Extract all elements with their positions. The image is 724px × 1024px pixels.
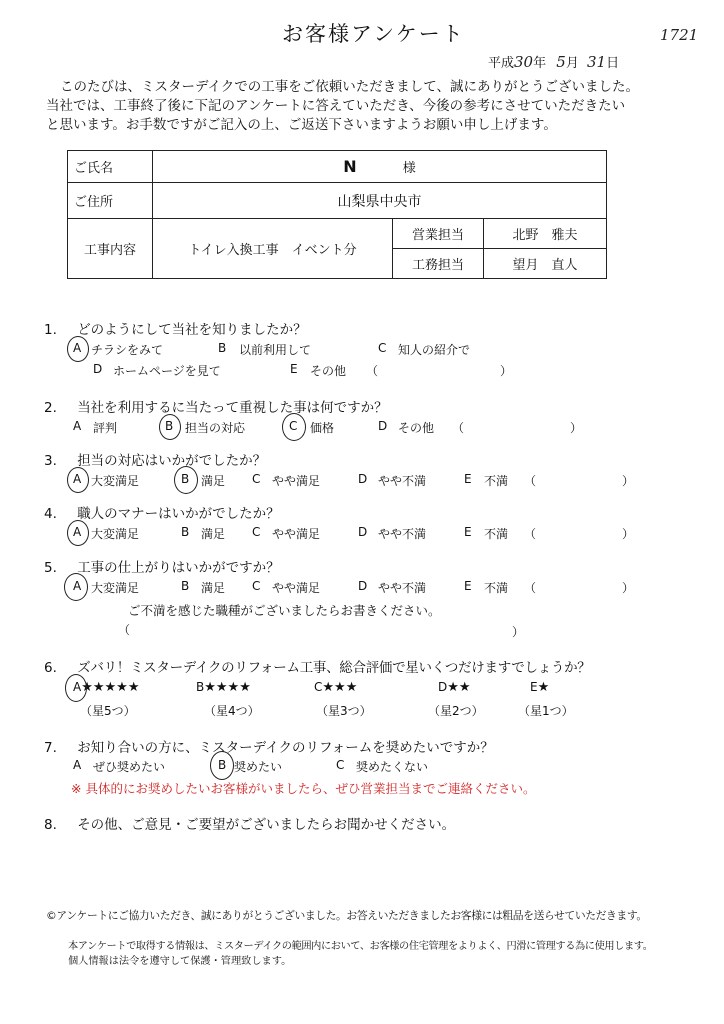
option-label: 価格 xyxy=(310,421,335,435)
option-letter: C xyxy=(289,419,298,433)
option-label: やや不満 xyxy=(378,581,427,595)
option-label: チラシをみて xyxy=(91,343,164,357)
option-label: やや満足 xyxy=(272,527,321,541)
option-letter: D xyxy=(358,472,368,486)
question-text: お知り合いの方に、ミスターデイクのリフォームを奨めたいですか？ xyxy=(77,740,494,756)
paren-close: ） xyxy=(622,474,635,488)
paren-close: ） xyxy=(622,527,635,541)
rating-caption: （星2つ） xyxy=(428,704,484,718)
paren-open: （ xyxy=(118,623,131,637)
date-day: 31 xyxy=(586,53,607,71)
option-letter: B xyxy=(218,341,227,355)
question-3 xyxy=(44,449,266,469)
intro-line: このたびは、ミスターデイクでの工事をご依頼いただきまして、誠にありがとうございました。 xyxy=(60,79,640,95)
option-letter: D xyxy=(358,525,368,539)
paren-close: ） xyxy=(622,581,635,595)
option-letter: D xyxy=(93,362,103,376)
date-line xyxy=(488,52,619,71)
option-letter: C xyxy=(336,758,345,772)
option-letter: A xyxy=(73,758,82,772)
option-letter: C xyxy=(252,579,261,593)
question-text: 担当の対応はいかがでしたか？ xyxy=(77,453,267,469)
paren-close: ） xyxy=(570,421,583,435)
address-value: 山梨県中央市 xyxy=(153,183,607,219)
paren-open: （ xyxy=(452,421,465,435)
option-letter: D xyxy=(378,419,388,433)
question-number: 3. xyxy=(44,453,57,469)
option-letter: A xyxy=(73,341,82,355)
selection-circle xyxy=(67,336,89,362)
option-label: ぜひ奨めたい xyxy=(93,760,166,774)
name-value: N xyxy=(343,157,357,176)
rating-letter: A xyxy=(73,680,82,694)
option-label: 大変満足 xyxy=(91,581,140,595)
work-value: トイレ入換工事 イベント分 xyxy=(153,219,393,279)
selection-circle xyxy=(65,674,87,702)
star-icon: ★★★★★ xyxy=(81,680,140,695)
paren-close: ） xyxy=(512,625,525,639)
selection-circle xyxy=(210,751,234,780)
paren-open: （ xyxy=(366,364,379,378)
selection-circle xyxy=(67,467,89,493)
q7-note: ※ 具体的にお奨めしたいお客様がいましたら、ぜひ営業担当までご連絡ください。 xyxy=(71,781,536,796)
option-letter: A xyxy=(73,579,82,593)
option-label: 担当の対応 xyxy=(185,421,246,435)
sales-value: 北野 雅夫 xyxy=(484,219,607,249)
option-label: その他 xyxy=(310,364,347,378)
star-icon: ★ xyxy=(537,680,550,695)
option-label: その他 xyxy=(398,421,435,435)
name-label: ご氏名 xyxy=(68,151,153,183)
rating-caption: （星1つ） xyxy=(518,704,574,718)
option-label: 以前利用して xyxy=(239,343,312,357)
selection-circle xyxy=(159,414,181,440)
option-letter: E xyxy=(290,362,298,376)
customer-info-table xyxy=(67,150,607,279)
option-label: やや満足 xyxy=(272,474,321,488)
question-6 xyxy=(44,656,591,676)
selection-circle xyxy=(282,413,306,441)
work-label: 工事内容 xyxy=(68,219,153,279)
rating-letter: E xyxy=(530,680,538,694)
option-label: 奨めたい xyxy=(234,760,283,774)
option-label: やや満足 xyxy=(272,581,321,595)
rating-letter: C xyxy=(314,680,323,694)
question-text: 工事の仕上がりはいかがですか？ xyxy=(77,560,280,576)
intro-line: と思います。お手数ですがご記入の上、ご返送下さいますようお願い申し上げます。 xyxy=(46,117,557,133)
option-label: 大変満足 xyxy=(91,474,140,488)
footer-thanks: ©アンケートにご協力いただき、誠にありがとうございました。お答えいただきましたお客様には粗品を送らせていただきます。 xyxy=(46,909,647,922)
date-year: 30 xyxy=(514,53,534,71)
option-letter: B xyxy=(218,758,227,772)
option-letter: E xyxy=(464,525,472,539)
option-label: 大変満足 xyxy=(91,527,140,541)
selection-circle xyxy=(67,520,89,546)
option-label: 不満 xyxy=(484,581,509,595)
question-8 xyxy=(44,813,455,833)
date-day-unit: 日 xyxy=(606,56,620,71)
question-number: 5. xyxy=(44,560,57,576)
option-letter: B xyxy=(181,579,190,593)
rating-caption: （星4つ） xyxy=(204,704,260,718)
construction-value: 望月 直人 xyxy=(484,249,607,279)
option-letter: B xyxy=(181,472,190,486)
option-label: 知人の紹介で xyxy=(398,343,471,357)
rating-caption: （星5つ） xyxy=(80,704,136,718)
sales-label: 営業担当 xyxy=(393,219,484,249)
question-number: 4. xyxy=(44,506,57,522)
paren-open: （ xyxy=(524,474,537,488)
q5-extra-text: ご不満を感じた職種がございましたらお書きください。 xyxy=(128,603,441,618)
option-letter: A xyxy=(73,472,82,486)
question-number: 8. xyxy=(44,817,57,833)
option-label: 評判 xyxy=(93,421,118,435)
paren-close: ） xyxy=(500,364,513,378)
option-label: やや不満 xyxy=(378,527,427,541)
option-label: ホームページを見て xyxy=(113,364,221,378)
question-text: その他、ご意見・ご要望がございましたらお聞かせください。 xyxy=(77,817,456,833)
rating-d xyxy=(438,680,471,695)
option-label: 不満 xyxy=(484,527,509,541)
option-letter: E xyxy=(464,472,472,486)
name-cell xyxy=(153,151,607,183)
question-1 xyxy=(44,318,307,338)
option-letter: C xyxy=(252,472,261,486)
paren-open: （ xyxy=(524,527,537,541)
option-letter: A xyxy=(73,419,82,433)
date-year-unit: 年 xyxy=(533,56,547,71)
rating-b xyxy=(196,680,251,695)
selection-circle xyxy=(174,466,198,494)
option-label: 満足 xyxy=(201,474,226,488)
intro-text xyxy=(46,78,639,135)
option-letter: C xyxy=(378,341,387,355)
rating-letter: D xyxy=(438,680,448,694)
option-label: 奨めたくない xyxy=(356,760,429,774)
option-letter: B xyxy=(181,525,190,539)
star-icon: ★★★ xyxy=(322,680,358,695)
option-letter: A xyxy=(73,525,82,539)
date-era: 平成 xyxy=(488,56,515,71)
rating-e xyxy=(530,680,549,695)
question-7 xyxy=(44,736,494,756)
question-text: 職人のマナーはいかがでしたか？ xyxy=(77,506,280,522)
question-4 xyxy=(44,502,280,522)
question-number: 1. xyxy=(44,322,57,338)
address-label: ご住所 xyxy=(68,183,153,219)
question-text: どのようにして当社を知りましたか？ xyxy=(77,322,307,338)
date-month: 5 xyxy=(556,53,566,71)
construction-label: 工務担当 xyxy=(393,249,484,279)
option-label: 満足 xyxy=(201,527,226,541)
option-letter: D xyxy=(358,579,368,593)
page-title: お客様アンケート xyxy=(282,22,465,46)
option-letter: E xyxy=(464,579,472,593)
question-text: 当社を利用するに当たって重視した事は何ですか？ xyxy=(77,400,388,416)
star-icon: ★★ xyxy=(447,680,471,695)
intro-line: 当社では、工事終了後に下記のアンケートに答えていただき、今後の参考にさせていただきたい xyxy=(46,98,626,114)
option-label: 不満 xyxy=(484,474,509,488)
footer-note: 本アンケートで取得する情報は、ミスターデイクの範囲内において、お客様の住宅管理をよりよく、円滑に管理する為に使用します。 xyxy=(68,941,653,952)
selection-circle xyxy=(64,573,88,601)
rating-letter: B xyxy=(196,680,205,694)
option-letter: B xyxy=(165,419,174,433)
option-label: やや不満 xyxy=(378,474,427,488)
document-number: 1721 xyxy=(660,26,699,44)
paren-open: （ xyxy=(524,581,537,595)
name-suffix: 様 xyxy=(402,161,416,176)
question-text: ズバリ！ミスターデイクのリフォーム工事、総合評価で星いくつだけますでしょうか？ xyxy=(77,660,591,676)
option-label: 満足 xyxy=(201,581,226,595)
date-month-unit: 月 xyxy=(565,56,579,71)
rating-caption: （星3つ） xyxy=(316,704,372,718)
question-number: 7. xyxy=(44,740,57,756)
rating-c xyxy=(314,680,357,695)
question-number: 2. xyxy=(44,400,57,416)
footer-note: 個人情報は法令を遵守して保護・管理致します。 xyxy=(68,956,292,967)
star-icon: ★★★★ xyxy=(204,680,251,695)
option-letter: C xyxy=(252,525,261,539)
question-2 xyxy=(44,396,388,416)
question-number: 6. xyxy=(44,660,57,676)
